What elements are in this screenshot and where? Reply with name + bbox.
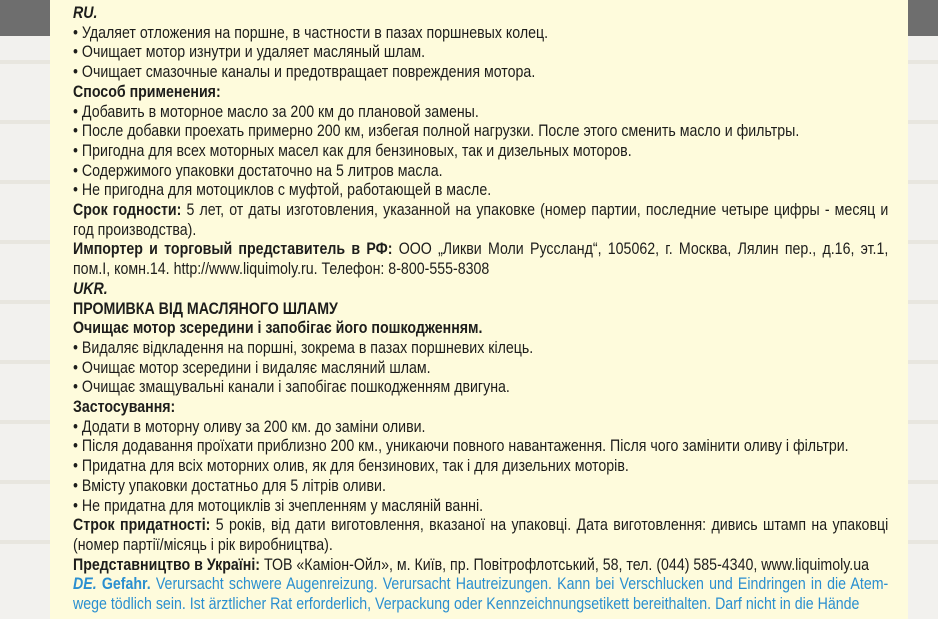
ru-usage-heading: Способ применения: [73, 82, 221, 101]
de-text: Verursacht schwere Augenreizung. Verursacht Hautreizungen. Kann bei Verschlucken und Eindringen in die Atem-wege tödlich sein. Ist ärztlicher Rat erforderlich, Verpackung oder Kennzeichnungsetikett bereithalten. Darf nicht in die Hände [73, 575, 889, 614]
list-item: • После добавки проехать примерно 200 км, избегая полной нагрузки. После этого сменить масло и фильтры. [73, 122, 888, 142]
ukr-rep-text: ТОВ «Каміон-Ойл», м. Київ, пр. Повітрофлотський, 58, тел. (044) 585-4340, www.liquimoly.ua [259, 555, 870, 574]
ukr-shelf-life [73, 516, 888, 555]
ru-shelf-text: 5 лет, от даты изготовления, указанной на упаковке (номер партии, последние четыре цифры - месяц и год производства). [73, 201, 889, 239]
dark-band-left [0, 0, 50, 36]
label-text [73, 4, 888, 615]
list-item: • Не пригодна для мотоциклов с муфтой, работающей в масле. [73, 181, 888, 201]
list-item: • Очищает мотор изнутри и удаляет масляный шлам. [73, 43, 888, 63]
list-item: • Добавить в моторное масло за 200 км до плановой замены. [73, 103, 888, 123]
ukr-lang-tag: UKR. [73, 279, 108, 298]
ukr-usage-heading: Застосування: [73, 398, 176, 417]
list-item: • Очищает смазочные каналы и предотвращает повреждения мотора. [73, 63, 888, 83]
ukr-title: ПРОМИВКА ВІД МАСЛЯНОГО ШЛАМУ [73, 299, 338, 318]
ru-bullets-2 [73, 103, 888, 202]
ukr-representative [73, 556, 888, 576]
label-panel [50, 0, 908, 619]
list-item: • Придатна для всіх моторних олив, як для бензинових, так і для дизельних моторів. [73, 457, 888, 477]
ukr-bullets-2 [73, 418, 888, 517]
list-item: • Содержимого упаковки достаточно на 5 литров масла. [73, 162, 888, 182]
ru-shelf-life [73, 201, 888, 240]
list-item: • Очищає мотор зсередини і видаляє масляний шлам. [73, 359, 888, 379]
de-lang-tag: DE. [73, 575, 97, 594]
de-gefahr-label: Gefahr. [101, 575, 151, 594]
list-item: • Додати в моторну оливу за 200 км. до заміни оливи. [73, 418, 888, 438]
list-item: • Пригодна для всех моторных масел как для бензиновых, так и дизельных моторов. [73, 142, 888, 162]
list-item: • Після додавання проїхати приблизно 200 км., уникаючи повного навантаження. Після чого замінити оливу і фільтри. [73, 437, 888, 457]
list-item: • Вмісту упаковки достатньо для 5 літрів оливи. [73, 477, 888, 497]
dark-band-right [908, 0, 938, 36]
ukr-rep-label: Представництво в Україні: [73, 555, 260, 574]
ru-lang-tag: RU. [73, 4, 98, 22]
ukr-subtitle: Очищає мотор зсередини і запобігає його пошкодженням. [73, 319, 483, 338]
ru-importer-text: ООО „Ликви Моли Руссланд“, 105062, г. Москва, Лялин пер., д.16, эт.1, пом.I, комн.14. http://www.liquimoly.ru. Телефон: 8-800-555-8308 [73, 240, 889, 279]
ukr-bullets-1 [73, 339, 888, 398]
ru-shelf-label: Срок годности: [73, 201, 182, 220]
ru-bullets-1 [73, 24, 888, 83]
ru-importer [73, 240, 888, 279]
list-item: • Видаляє відкладення на поршні, зокрема в пазах поршневих кілець. [73, 339, 888, 359]
list-item: • Очищає змащувальні канали і запобігає пошкодженням двигуна. [73, 378, 888, 398]
list-item: • Не придатна для мотоциклів зі зчепленням у масляній ванні. [73, 497, 888, 517]
ru-importer-label: Импортер и торговый представитель в РФ: [73, 240, 393, 259]
de-warning [73, 575, 888, 614]
ukr-shelf-text: 5 років, від дати виготовлення, вказаної на упаковці. Дата виготовлення: дивись штамп на упаковці (номер партії/місяць і рік виробництва). [73, 516, 889, 554]
ukr-shelf-label: Строк придатності: [73, 516, 211, 535]
list-item: • Удаляет отложения на поршне, в частности в пазах поршневых колец. [73, 24, 888, 44]
